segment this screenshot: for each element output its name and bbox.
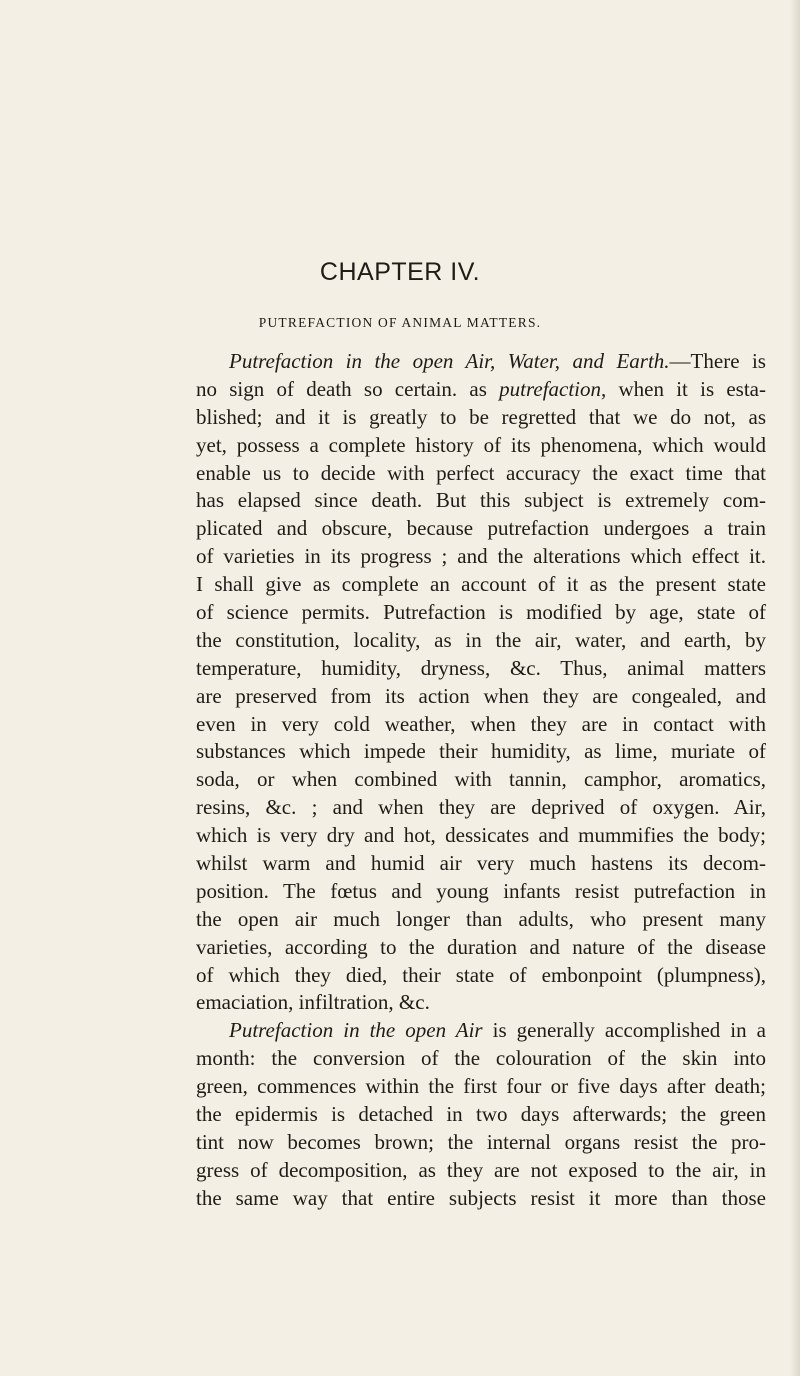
text-line: whilst warm and humid air very much hastens its decom- [196,851,766,876]
text-line: green, commences within the first four or five days after death; [196,1074,766,1099]
text-line: yet, possess a complete history of its phenomena, which would [196,432,766,457]
text-line: Putrefaction in the open Air is generally accomplished in a [229,1018,766,1043]
body-text [196,348,766,1213]
text-line: the constitution, locality, as in the air, water, and earth, by [196,627,766,652]
text-line: of science permits. Putrefaction is modified by age, state of [196,600,766,625]
text-line: plicated and obscure, because putrefaction undergoes a train [196,516,766,541]
text-line: which is very dry and hot, dessicates and mummifies the body; [196,823,766,848]
page-edge-shadow [790,0,800,1376]
text-line: enable us to decide with perfect accuracy the exact time that [196,460,766,485]
text-line: the epidermis is detached in two days afterwards; the green [196,1102,766,1127]
text-line: tint now becomes brown; the internal organs resist the pro- [196,1129,766,1154]
text-line: no sign of death so certain. as putrefaction, when it is esta- [196,376,766,401]
text-line: I shall give as complete an account of it as the present state [196,572,766,597]
text-line: gress of decomposition, as they are not exposed to the air, in [196,1157,766,1182]
text-line: emaciation, infiltration, &c. [196,990,430,1015]
text-line: the same way that entire subjects resist it more than those [196,1185,766,1210]
text-line: substances which impede their humidity, as lime, muriate of [196,739,766,764]
section-run-in-heading: Putrefaction in the open Air, Water, and Earth. [229,349,670,373]
text-line: soda, or when combined with tannin, camphor, aromatics, [196,767,766,792]
text-line: has elapsed since death. But this subject is extremely com- [196,488,766,513]
text-line: month: the conversion of the colouration of the skin into [196,1046,766,1071]
text-line: resins, &c. ; and when they are deprived of oxygen. Air, [196,795,766,820]
text-line: even in very cold weather, when they are in contact with [196,711,766,736]
text-line: of varieties in its progress ; and the alterations which effect it. [196,544,766,569]
text-line: position. The fœtus and young infants resist putrefaction in [196,878,766,903]
text-line: Putrefaction in the open Air, Water, and Earth.—There is [229,349,766,373]
text-line: varieties, according to the duration and nature of the disease [196,934,766,959]
text-line: blished; and it is greatly to be regretted that we do not, as [196,404,766,429]
text-line: of which they died, their state of embonpoint (plumpness), [196,962,766,987]
emphasis: putrefaction [499,376,602,401]
section-heading: PUTREFACTION OF ANIMAL MATTERS. [258,315,542,330]
text-line: the open air much longer than adults, who present many [196,906,766,931]
text-line: temperature, humidity, dryness, &c. Thus, animal matters [196,655,766,680]
section-run-in-heading: Putrefaction in the open Air [229,1018,483,1043]
text-line: are preserved from its action when they are congealed, and [196,683,766,708]
chapter-title: CHAPTER IV. [319,258,481,286]
